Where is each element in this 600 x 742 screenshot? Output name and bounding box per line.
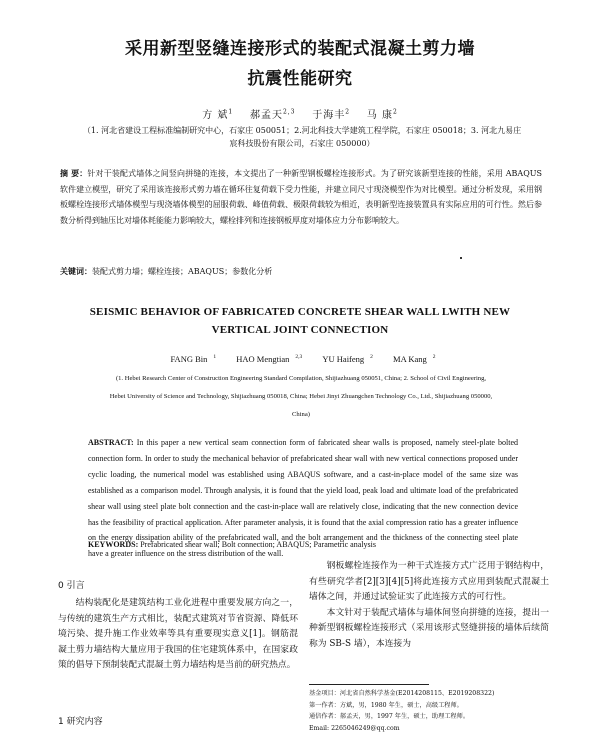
right-paragraph-1: 钢板螺栓连接作为一种干式连接方式广泛用于钢结构中，有些研究学者[2][3][4][5]将此连接方式应用到装配式混凝土墙体之间，并通过试验证实了此连接方式的可行性。: [309, 561, 549, 602]
stray-dot: [460, 257, 462, 259]
keywords-en-text: Prefabricated shear wall; Bolt connection; ABAQUS; Parametric analysis: [140, 540, 376, 549]
affiliation-en-line3: China): [292, 411, 310, 418]
abstract-en-text: In this paper a new vertical seam connection form of fabricated shear walls is proposed, namely steel-plate bolted connection form. In order to study the mechanical behavior of prefabricated shear wall with new vertical connections proposed under cyclic loading, the numerical model was established using ABAQUS software, and a cast-in-place model of the same size was established as a comparison model. Through analysis, it is found that the yield load, peak load and ultimate load of the prefabricated shear wall using steel plate bolt connection and the cast-in-place wall are relatively close, indicating that the new connection device has the feasibility of practical application. After parameter analysis, it is found that the axial compression ratio has a greater influence on the energy dissipation ability of the prefabricated wall, and the bolt arrangement and the thickness of the connecting steel plate have a greater influence on the stress distribution of the wall.: [88, 438, 519, 559]
keywords-cn-label: 关键词：: [60, 266, 92, 276]
left-column: [58, 596, 298, 674]
keywords-cn-text: 装配式剪力墙；螺栓连接；ABAQUS；参数化分析: [92, 267, 273, 276]
keywords-en: [88, 540, 528, 549]
footnote-email: Email: 2265046249@qq.com: [309, 724, 400, 732]
section-0-paragraph: 结构装配化是建筑结构工业化进程中重要发展方向之一，与传统的建筑生产方式相比，装配式建筑对节省资源、降低环境污染、提升施工作业效率等具有重要现实意义[1]。钢筋混凝土剪力墙结构大量应用于我国的住宅建筑体系中，在国家政策的倡导下预制装配式混凝土剪力墙结构是当前的研究热点。: [58, 598, 298, 670]
title-en-line2: VERTICAL JOINT CONNECTION: [211, 324, 389, 336]
keywords-en-label: KEYWORDS:: [88, 540, 139, 549]
author-en-3: YU Haifeng $^2$: [322, 354, 373, 364]
author-cn-2: 郝孟天$^{2,3}$: [249, 108, 296, 121]
affiliation-cn: （1. 河北省建设工程标准编制研究中心，石家庄 050051；2.河北科技大学建筑工程学院，石家庄 050018；3. 河北九易庄宸科技股份有限公司，石家庄 050000）: [82, 126, 522, 148]
abstract-cn-text: 针对干装配式墙体之间竖向拼缝的连接，本文提出了一种新型钢板螺栓连接形式。为了研究该新型连接的性能，采用 ABAQUS 软件建立模型，研究了采用该连接形式剪力墙在循环往复荷载下受力性能，并建立同尺寸现浇模型作为对比模型。通过分析发现，采用钢板螺栓连接形式墙体模型与现浇墙体模型的屈服荷载、峰值荷载、极限荷载较为相近，表明新型连接装置具有实际应用的可行性。然后参数分析得到轴压比对墙体耗能能力影响较大，螺栓排列和连接钢板厚度对墙体应力分布影响较大。: [60, 169, 542, 225]
author-en-4: MA Kang $^2$: [393, 354, 436, 364]
section-1-heading: 1 研究内容: [58, 717, 103, 727]
footnote-first-author: 第一作者：方斌，男，1980 年生，硕士，高级工程师。: [309, 701, 463, 709]
affiliation-en-line1: (1. Hebei Research Center of Construction Engineering Standard Compilation, Shijiazhuang 050051, China; 2. School of Civil Engineering,: [115, 375, 487, 382]
title-cn-line1: 采用新型竖缝连接形式的装配式混凝土剪力墙: [125, 39, 475, 59]
abstract-cn-label: 摘 要：: [60, 168, 88, 178]
abstract-cn: [60, 166, 542, 228]
title-cn-line2: 抗震性能研究: [247, 69, 353, 89]
author-cn-3: 于海丰$^2$: [312, 108, 351, 121]
author-en-1: FANG Bin $^1$: [170, 354, 217, 364]
authors-en: [0, 354, 600, 364]
author-cn-4: 马 康$^2$: [366, 108, 398, 121]
right-paragraph-2: 本文针对于装配式墙体与墙体间竖向拼缝的连接，提出一种新型钢板螺栓连接形式（采用该形式竖缝拼接的墙体后续简称为 SB-S 墙），本连接为: [309, 607, 549, 649]
footnote-corresponding-author: 通信作者：郝孟天，男，1997 年生，硕士，助理工程师。: [309, 713, 470, 720]
footnotes: [309, 688, 549, 734]
right-column: [309, 559, 549, 652]
footnote-divider: [309, 684, 429, 685]
author-cn-1: 方 斌$^1$: [202, 108, 234, 121]
footnote-funding: 基金项目：河北省自然科学基金(E2014208115、E2019208322): [309, 690, 495, 697]
section-0-heading: 0 引言: [58, 581, 85, 591]
keywords-cn: [60, 265, 542, 278]
abstract-en-label: ABSTRACT:: [88, 438, 134, 447]
affiliation-en: [58, 370, 544, 424]
author-en-2: HAO Mengtian $^{2,3}$: [236, 354, 303, 364]
title-en-line1: SEISMIC BEHAVIOR OF FABRICATED CONCRETE SHEAR WALL LWITH NEW: [89, 306, 511, 318]
affiliation-en-line2: Hebei University of Science and Technology, Shijiazhuang 050018, China; Hebei Jinyi Zhuangchen Technology Co., Ltd., Shijiazhuang 050000,: [109, 393, 493, 400]
authors-cn: [0, 106, 600, 121]
